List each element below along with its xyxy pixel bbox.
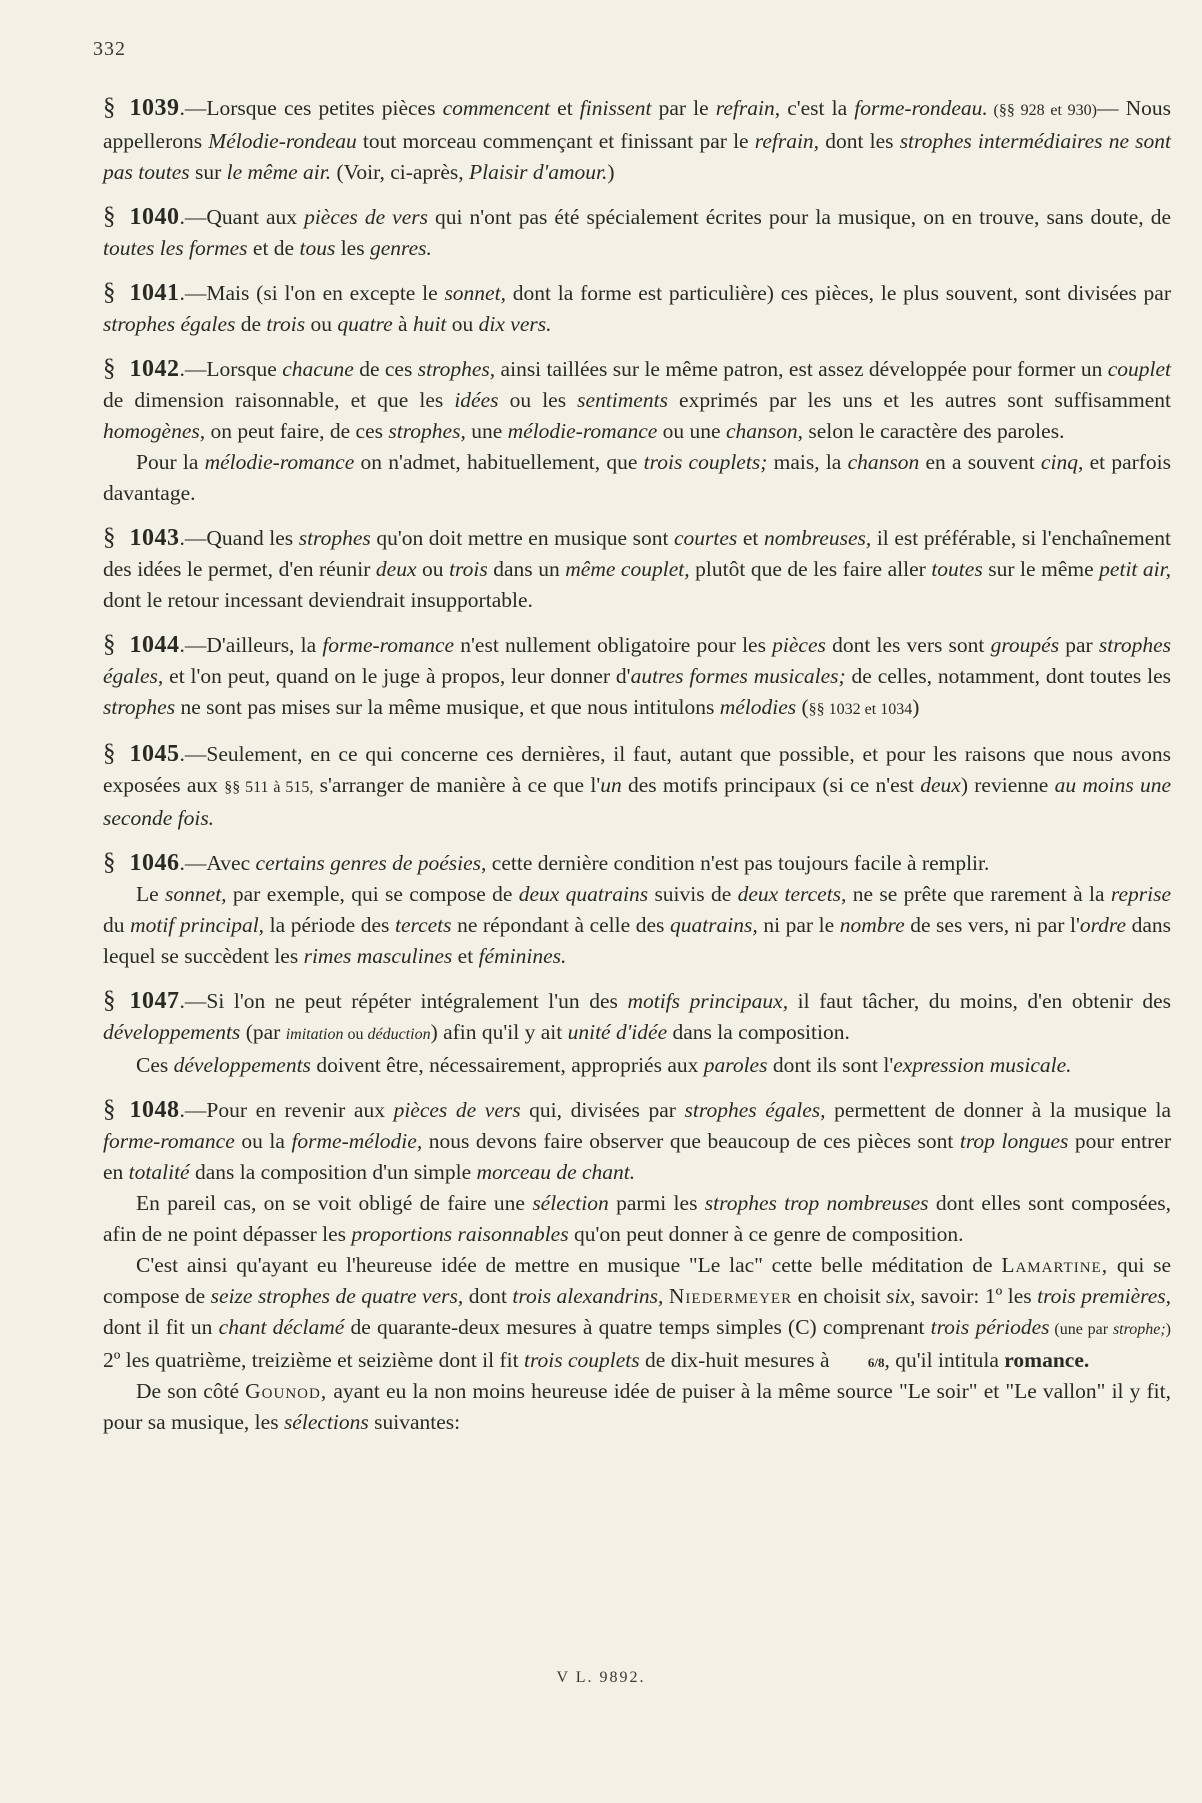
emphasis-text: idées <box>454 388 499 412</box>
emphasis-text: morceau de chant. <box>476 1160 636 1184</box>
section-number: 1048 <box>129 1097 180 1123</box>
text-run: dont la forme est particulière) ces pièces, le plus souvent, sont divisées par <box>505 281 1171 305</box>
paragraph: § 1045.—Seulement, en ce qui concerne ces dernières, il faut, autant que possible, et pour les raisons que nous avons exposées aux §§ 511 à 515, s'arranger de manière à ce que l'un des motifs principaux (si ce n'est deux) revienne au moins une seconde fois. <box>103 740 1172 830</box>
section-1039 <box>103 92 1171 188</box>
text-run: ne répondant à celle des <box>451 913 670 937</box>
emphasis-text: commencent <box>442 96 551 120</box>
text-run: de ces <box>353 357 418 381</box>
emphasis-text: au moins une seconde fois. <box>103 773 1172 830</box>
text-run: ayant eu la non moins heureuse idée de puiser à la même source "Le soir" et "Le vallon" il y fit, pour sa musique, les <box>103 1379 1172 1434</box>
text-run: cette dernière condition n'est pas toujours facile à remplir. <box>486 851 990 875</box>
emphasis-text: autres formes musicales; <box>630 664 846 688</box>
text-run: , qu'il intitula <box>884 1348 1005 1372</box>
text-run: n'est nullement obligatoire pour les <box>454 633 773 657</box>
emphasis-text: petit air, <box>1099 557 1172 581</box>
text-run: romance. <box>1004 1348 1090 1372</box>
text-run: En pareil cas, on se voit obligé de faire une <box>136 1191 533 1215</box>
text-run: , c'est la <box>774 96 855 120</box>
emphasis-text: Mélodie-rondeau <box>208 129 357 153</box>
emphasis-text: trois <box>449 557 488 581</box>
emphasis-text: féminines. <box>478 944 567 968</box>
paragraph <box>103 447 1171 509</box>
text-run: Seulement, en ce qui concerne ces dernières, il faut, autant que possible, et pour les raisons que nous avons exposées aux <box>103 742 1171 797</box>
emphasis-text: strophe; <box>1112 1321 1166 1338</box>
text-run: qui n'ont pas été spécialement écrites pour la musique, on en trouve, sans doute, de <box>427 205 1171 229</box>
text-run: mais, la <box>767 450 848 474</box>
emphasis-text: strophes intermédiaires ne sont pas toutes <box>103 129 1172 184</box>
section-1044 <box>103 629 1171 725</box>
text-run: de celles, notamment, dont toutes les <box>845 664 1171 688</box>
emphasis-text: strophes, <box>417 357 496 381</box>
emphasis-text: strophes trop nombreuses <box>704 1191 929 1215</box>
text-run: doivent être, nécessairement, appropriés aux <box>310 1053 704 1077</box>
emphasis-text: trois couplets; <box>643 450 768 474</box>
text-run: il faut tâcher, du moins, d'en obtenir des <box>788 989 1172 1013</box>
section-sign: § <box>103 94 116 121</box>
emphasis-text: strophes <box>298 526 371 550</box>
emphasis-text: refrain, <box>754 129 820 153</box>
text-run: (une par <box>1049 1321 1113 1338</box>
text-run: on n'admet, habituellement, que <box>354 450 644 474</box>
text-run: les <box>335 236 370 260</box>
text-run: une <box>465 419 508 443</box>
section-1043 <box>103 522 1171 616</box>
text-run: ou les <box>498 388 578 412</box>
paragraph: § 1040.—Quant aux pièces de vers qui n'ont pas été spécialement écrites pour la musique, on en trouve, sans doute, de toutes les formes et de tous les genres. <box>103 203 1171 260</box>
emphasis-text: trois couplets <box>523 1348 640 1372</box>
emphasis-text: deux quatrains <box>518 882 649 906</box>
emphasis-text: un <box>600 773 622 797</box>
emphasis-text: proportions raisonnables <box>351 1222 569 1246</box>
emphasis-text: paroles <box>703 1053 768 1077</box>
text-run: selon le caractère des paroles. <box>803 419 1065 443</box>
text-run: de quarante-deux mesures à quatre temps simples (C) comprenant <box>344 1315 931 1339</box>
emphasis-text: trois premières, <box>1037 1284 1171 1308</box>
text-run: en choisit <box>792 1284 887 1308</box>
emphasis-text: quatre <box>337 312 393 336</box>
emphasis-text: six, <box>886 1284 916 1308</box>
emphasis-text: sélection <box>532 1191 609 1215</box>
text-run: sur <box>189 160 227 184</box>
text-run: qui, divisées par <box>520 1098 685 1122</box>
paragraph: § 1039.—Lorsque ces petites pièces commencent et finissent par le refrain, c'est la forme-rondeau. (§§ 928 et 930)— Nous appellerons Mélodie-rondeau tout morceau commençant et finissant par le refrain, dont les strophes intermédiaires ne sont pas toutes sur le même air. (Voir, ci-après, Plaisir d'amour.) <box>103 94 1172 184</box>
section-1047 <box>103 985 1171 1081</box>
text-run: suivantes: <box>368 1410 461 1434</box>
paragraph: § 1044.—D'ailleurs, la forme-romance n'est nullement obligatoire pour les pièces dont les vers sont groupés par strophes égales, et l'on peut, quand on le juge à propos, leur donner d'autres formes musicales; de celles, notamment, dont toutes les strophes ne sont pas mises sur la même musique, et que nous intitulons mélodies (§§ 1032 et 1034) <box>103 631 1171 719</box>
text-run: ainsi taillées sur le même patron, est assez développée pour former un <box>495 357 1108 381</box>
emphasis-text: deux tercets, <box>737 882 847 906</box>
emphasis-text: nombre <box>839 913 905 937</box>
author-name: Gounod, <box>245 1379 328 1403</box>
text-run: ou <box>416 557 450 581</box>
section-number: 1044 <box>129 632 180 658</box>
text-run: Mais (si l'on en excepte le <box>206 281 445 305</box>
text-run: qu'on peut donner à ce genre de composition. <box>568 1222 964 1246</box>
author-name: Niedermeyer <box>668 1284 793 1308</box>
text-run: Avec <box>206 851 256 875</box>
emphasis-text: déduction <box>367 1026 431 1043</box>
text-run: dont elles sont composées, afin de ne point dépasser les <box>103 1191 1171 1246</box>
emphasis-text: imitation <box>285 1026 344 1043</box>
emphasis-text: refrain <box>715 96 775 120</box>
emphasis-text: forme-rondeau. <box>854 96 988 120</box>
text-run: dont il fit un <box>103 1315 219 1339</box>
text-run: ou une <box>657 419 726 443</box>
text-run: de dix-huit mesures à <box>639 1348 835 1372</box>
section-1048 <box>103 1094 1171 1438</box>
text-run: sur le même <box>982 557 1100 581</box>
section-1045 <box>103 738 1171 834</box>
emphasis-text: seize strophes de quatre vers, <box>210 1284 464 1308</box>
emphasis-text: tous <box>299 236 336 260</box>
text-run: C'est ainsi qu'ayant eu l'heureuse idée de mettre en musique "Le lac" cette belle méditation de <box>136 1253 1002 1277</box>
text-run: dont <box>463 1284 513 1308</box>
emphasis-text: nombreuses, <box>763 526 872 550</box>
text-run: §§ 511 à 515, <box>224 779 314 796</box>
text-run: ) afin qu'il y ait <box>430 1020 568 1044</box>
text-run: dans lequel se succèdent les <box>103 913 1171 968</box>
emphasis-text: toutes <box>931 557 983 581</box>
emphasis-text: strophes égales, <box>684 1098 826 1122</box>
text-run: à <box>392 312 413 336</box>
emphasis-text: motif principal, <box>130 913 265 937</box>
emphasis-text: chanson <box>847 450 920 474</box>
section-sign: § <box>103 740 116 767</box>
text-run: s'arranger de manière à ce que l' <box>313 773 601 797</box>
text-run: qu'on doit mettre en musique sont <box>370 526 674 550</box>
emphasis-text: strophes <box>103 695 176 719</box>
section-sign: § <box>103 849 116 876</box>
text-run: ou <box>446 312 479 336</box>
text-run: dans un <box>487 557 566 581</box>
emphasis-text: certains genres de poésies, <box>255 851 487 875</box>
emphasis-text: même couplet, <box>565 557 690 581</box>
text-run: exprimés par les uns et les autres sont suffisamment <box>667 388 1171 412</box>
text-run: dans la composition d'un simple <box>189 1160 477 1184</box>
time-signature: 6/8 <box>867 1354 885 1370</box>
paragraph: § 1042.—Lorsque chacune de ces strophes, ainsi taillées sur le même patron, est assez développée pour former un couplet de dimension raisonnable, et que les idées ou les sentiments exprimés par les uns et les autres sont suffisamment homogènes, on peut faire, de ces strophes, une mélodie-romance ou une chanson, selon le caractère des paroles. <box>103 355 1172 443</box>
paragraph <box>103 1050 1171 1081</box>
emphasis-text: trois <box>266 312 306 336</box>
text-run: parmi les <box>608 1191 705 1215</box>
text-run: Ces <box>136 1053 174 1077</box>
emphasis-text: pièces de vers <box>304 205 428 229</box>
emphasis-text: développements <box>173 1053 311 1077</box>
text-run: ou <box>305 312 338 336</box>
emphasis-text: strophes, <box>388 419 466 443</box>
text-run: ne se prête que rarement à la <box>846 882 1111 906</box>
paragraph: § 1043.—Quand les strophes qu'on doit mettre en musique sont courtes et nombreuses, il est préférable, si l'enchaînement des idées le permet, d'en réunir deux ou trois dans un même couplet, plutôt que de les faire aller toutes sur le même petit air, dont le retour incessant deviendrait insupportable. <box>103 524 1172 612</box>
author-name: Lamartine, <box>1001 1253 1109 1277</box>
section-sign: § <box>103 1096 116 1123</box>
emphasis-text: sélections <box>283 1410 369 1434</box>
text-run: de ses vers, ni par l' <box>904 913 1080 937</box>
text-run: (par <box>240 1020 286 1044</box>
text-run: Lorsque <box>206 357 283 381</box>
section-number: 1041 <box>129 280 180 306</box>
section-1046 <box>103 847 1171 972</box>
emphasis-text: couplet <box>1107 357 1172 381</box>
emphasis-text: quatrains, <box>669 913 758 937</box>
emphasis-text: sonnet, <box>165 882 227 906</box>
emphasis-text: mélodie-romance <box>507 419 658 443</box>
text-run: des motifs principaux (si ce n'est <box>621 773 921 797</box>
section-sign: § <box>103 987 116 1014</box>
text-run: et <box>737 526 764 550</box>
text-run: ) <box>1165 1321 1171 1338</box>
text-run: et l'on peut, quand on le juge à propos, leur donner d' <box>163 664 631 688</box>
paragraph: § 1041.—Mais (si l'on en excepte le sonnet, dont la forme est particulière) ces pièces, le plus souvent, sont divisées par strophes égales de trois ou quatre à huit ou dix vers. <box>103 279 1171 336</box>
section-sign: § <box>103 279 116 306</box>
text-run: ( <box>796 695 809 719</box>
text-run: dont les <box>819 129 900 153</box>
paragraph: § 1046.—Avec certains genres de poésies, cette dernière condition n'est pas toujours facile à remplir. <box>103 849 990 876</box>
text-run: tout morceau commençant et finissant par le <box>356 129 755 153</box>
emphasis-text: totalité <box>128 1160 190 1184</box>
text-run: et de <box>247 236 300 260</box>
text-run: D'ailleurs, la <box>206 633 323 657</box>
paragraph <box>103 1250 1171 1376</box>
text-run: ) revienne <box>960 773 1055 797</box>
paragraph <box>103 1188 1171 1250</box>
text-run: en a souvent <box>919 450 1041 474</box>
emphasis-text: motifs principaux, <box>627 989 789 1013</box>
text-run: et parfois davantage. <box>103 450 1172 505</box>
text-run: dans la composition. <box>667 1020 850 1044</box>
text-run: ) <box>912 695 920 719</box>
text-run: Si l'on ne peut répéter intégralement l'un des <box>206 989 628 1013</box>
emphasis-text: deux <box>920 773 961 797</box>
text-run: par <box>1059 633 1099 657</box>
text-run: dont ils sont l' <box>767 1053 894 1077</box>
text-run: de <box>235 312 267 336</box>
emphasis-text: cinq, <box>1040 450 1084 474</box>
text-run: (Voir, ci-après, <box>331 160 469 184</box>
text-run: (§§ 928 et 930) <box>987 102 1097 119</box>
emphasis-text: trois périodes <box>930 1315 1050 1339</box>
paragraph: § 1048.—Pour en revenir aux pièces de vers qui, divisées par strophes égales, permettent de donner à la musique la forme-romance ou la forme-mélodie, nous devons faire observer que beaucoup de ces pièces sont trop longues pour entrer en totalité dans la composition d'un simple morceau de chant. <box>103 1096 1171 1184</box>
emphasis-text: strophes égales <box>103 312 236 336</box>
emphasis-text: genres. <box>369 236 432 260</box>
text-run: Pour en revenir aux <box>206 1098 394 1122</box>
text-run: ou <box>343 1026 368 1043</box>
section-sign: § <box>103 355 116 382</box>
emphasis-text: unité d'idée <box>567 1020 668 1044</box>
section-number: 1045 <box>129 741 180 767</box>
text-run: qui se compose de <box>103 1253 1171 1308</box>
text-run: plutôt que de les faire aller <box>689 557 932 581</box>
section-number: 1039 <box>129 95 180 121</box>
section-1040 <box>103 201 1171 264</box>
text-run: ) <box>607 160 615 184</box>
text-run: nous devons faire observer que beaucoup de ces pièces sont <box>422 1129 960 1153</box>
text-run: Quand les <box>206 526 299 550</box>
text-run: et <box>550 96 580 120</box>
text-run: savoir: 1º les <box>915 1284 1038 1308</box>
emphasis-text: ordre <box>1079 913 1127 937</box>
emphasis-text: mélodies <box>719 695 797 719</box>
emphasis-text: huit <box>412 312 447 336</box>
text-run: permettent de donner à la musique la <box>825 1098 1171 1122</box>
text-run: Quant aux <box>206 205 305 229</box>
emphasis-text: pièces <box>772 633 826 657</box>
text-run: de dimension raisonnable, et que les <box>103 388 455 412</box>
text-run: — Nous appellerons <box>103 96 1171 153</box>
section-number: 1043 <box>129 525 180 551</box>
section-1042 <box>103 353 1171 509</box>
emphasis-text: chacune <box>282 357 354 381</box>
emphasis-text: le même air. <box>226 160 332 184</box>
emphasis-text: sonnet, <box>444 281 506 305</box>
emphasis-text: trois alexandrins, <box>512 1284 664 1308</box>
text-run: De son côté <box>136 1379 246 1403</box>
emphasis-text: forme-romance <box>103 1129 235 1153</box>
emphasis-text: chanson, <box>725 419 803 443</box>
emphasis-text: toutes les formes <box>103 236 248 260</box>
emphasis-text: Plaisir d'amour. <box>469 160 608 184</box>
text-run: ne sont pas mises sur la même musique, et que nous intitulons <box>175 695 720 719</box>
text-run: ni par le <box>757 913 840 937</box>
text-run: et <box>452 944 479 968</box>
text-run: dont les vers sont <box>825 633 991 657</box>
section-number: 1046 <box>129 850 180 876</box>
emphasis-text: trop longues <box>959 1129 1069 1153</box>
text-run: Pour la <box>136 450 205 474</box>
text-run: Le <box>136 882 166 906</box>
text-run: par le <box>651 96 716 120</box>
text-run: 2º les quatrième, treizième et seizième dont il fit <box>103 1348 524 1372</box>
section-sign: § <box>103 631 116 658</box>
text-run: on peut faire, de ces <box>205 419 389 443</box>
emphasis-text: strophes égales, <box>103 633 1171 688</box>
emphasis-text: deux <box>375 557 417 581</box>
emphasis-text: groupés <box>990 633 1060 657</box>
text-column <box>103 92 1171 1451</box>
paragraph <box>103 1376 1171 1438</box>
text-run: par exemple, qui se compose de <box>226 882 519 906</box>
text-run: dont le retour incessant deviendrait insupportable. <box>103 588 533 612</box>
emphasis-text: finissent <box>579 96 652 120</box>
text-run: Lorsque ces petites pièces <box>206 96 443 120</box>
paragraph <box>103 879 1171 972</box>
section-number: 1047 <box>129 988 180 1014</box>
emphasis-text: courtes <box>674 526 738 550</box>
section-number: 1040 <box>129 204 180 230</box>
text-run: la période des <box>264 913 395 937</box>
emphasis-text: forme-romance <box>322 633 455 657</box>
footer-plate-number: V L. 9892. <box>556 1669 646 1686</box>
emphasis-text: développements <box>103 1020 241 1044</box>
paragraph: § 1047.—Si l'on ne peut répéter intégralement l'un des motifs principaux, il faut tâcher, du moins, d'en obtenir des développements (par imitation ou déduction) afin qu'il y ait unité d'idée dans la composition. <box>103 987 1172 1044</box>
emphasis-text: pièces de vers <box>393 1098 521 1122</box>
emphasis-text: sentiments <box>577 388 668 412</box>
emphasis-text: expression musicale. <box>893 1053 1072 1077</box>
emphasis-text: reprise <box>1110 882 1171 906</box>
emphasis-text: mélodie-romance <box>204 450 355 474</box>
section-number: 1042 <box>129 356 180 382</box>
section-sign: § <box>103 203 116 230</box>
emphasis-text: chant déclamé <box>218 1315 345 1339</box>
section-sign: § <box>103 524 116 551</box>
text-run: suivis de <box>648 882 738 906</box>
emphasis-text: homogènes, <box>103 419 206 443</box>
emphasis-text: forme-mélodie, <box>291 1129 423 1153</box>
emphasis-text: dix vers. <box>478 312 552 336</box>
emphasis-text: rimes masculines <box>303 944 453 968</box>
text-run: §§ 1032 et 1034 <box>808 701 913 718</box>
text-run: du <box>103 913 131 937</box>
emphasis-text: tercets <box>394 913 452 937</box>
text-run: il est préférable, si l'enchaînement des idées le permet, d'en réunir <box>103 526 1171 581</box>
page-number: 332 <box>93 38 126 60</box>
section-1041 <box>103 277 1171 340</box>
text-run: pour entrer en <box>103 1129 1171 1184</box>
text-run: ou la <box>234 1129 292 1153</box>
